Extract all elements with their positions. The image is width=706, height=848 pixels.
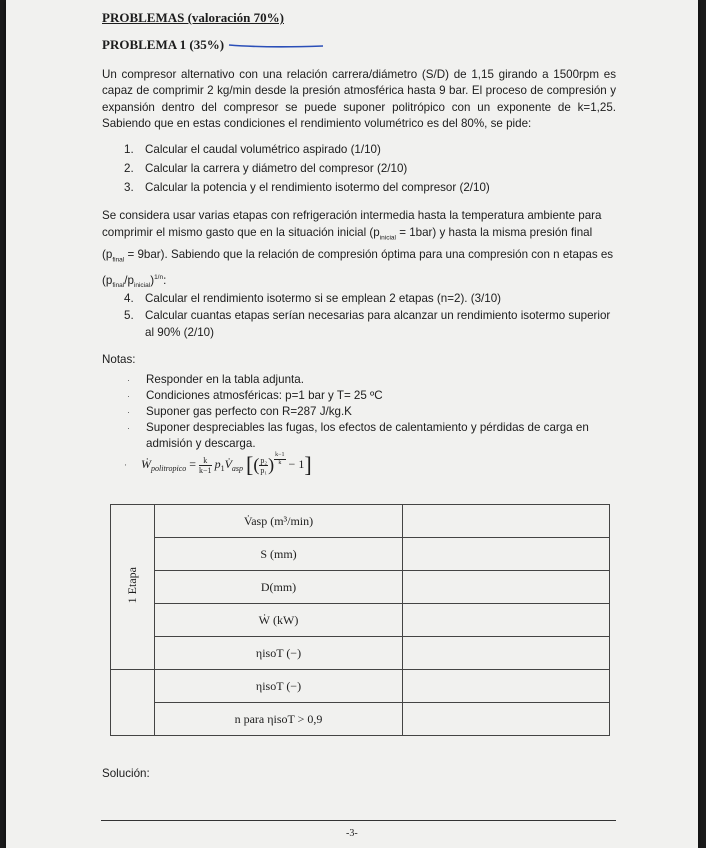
- row-label: ηisoT (−): [155, 637, 403, 670]
- question-list-b: [124, 290, 614, 341]
- answer-cell[interactable]: [403, 538, 610, 571]
- row-label: S (mm): [155, 538, 403, 571]
- list-item: · Suponer despreciables las fugas, los efectos de calentamiento y pérdidas de carga en admisión y descarga.: [127, 421, 589, 450]
- table-row: [111, 571, 610, 604]
- table-row: [111, 604, 610, 637]
- question-list-a: [124, 140, 490, 197]
- stages-paragraph: Se considera usar varias etapas con refrigeración intermedia hasta la temperatura ambiente para comprimir el mismo gasto que en la situación inicial $(p_{inicial} = 1bar)$ y hasta la misma presión final $(p_{final} = 9bar)$. Sabiendo que la relación de compresión óptima para una compresión con n etapas es $(p_{final}/p_{inicial})^{1/n}$:: [102, 209, 614, 289]
- row-label: ηisoT (−): [155, 670, 403, 703]
- list-item: · Responder en la tabla adjunta.: [127, 373, 304, 386]
- footer-rule: [101, 820, 616, 821]
- table-row: [111, 505, 610, 538]
- list-item: 5. Calcular cuantas etapas serían necesarias para alcanzar un rendimiento isotermo superior al 90% (2/10): [124, 309, 611, 339]
- page-number: -3-: [346, 828, 358, 839]
- empty-label-cell: [111, 670, 155, 736]
- row-label: D(mm): [155, 571, 403, 604]
- document-page: [6, 0, 698, 848]
- answer-table: [110, 504, 610, 736]
- table-row: [111, 670, 610, 703]
- answer-cell[interactable]: [403, 670, 610, 703]
- answer-cell[interactable]: [403, 637, 610, 670]
- polytropic-work-formula: · Ẇ$_{politropico}$ = $\frac{k}{k-1}$ $p_1V̇_{asp}$ [( $\frac{\text{p₂}}{\text{p₁}}$ ) $^{\frac{k-1}{k}}$ − 1]: [124, 452, 312, 477]
- answer-cell[interactable]: [403, 703, 610, 736]
- pen-underline: [227, 42, 327, 50]
- answer-cell[interactable]: [403, 604, 610, 637]
- answer-cell[interactable]: [403, 571, 610, 604]
- list-item: 4. Calcular el rendimiento isotermo si se emplean 2 etapas (n=2). (3/10): [124, 292, 502, 305]
- notes-heading: Notas:: [102, 353, 136, 366]
- section-heading: PROBLEMAS (valoración 70%): [102, 10, 284, 25]
- row-label: n para ηisoT > 0,9: [155, 703, 403, 736]
- list-item: · Suponer gas perfecto con R=287 J/kg.K: [127, 405, 352, 418]
- row-label: Ẇ (kW): [155, 604, 403, 637]
- solution-label: Solución:: [102, 767, 150, 780]
- row-label: V̇asp (m³/min): [155, 505, 403, 538]
- list-item: 1. Calcular el caudal volumétrico aspirado (1/10): [124, 143, 381, 156]
- problem-statement: Un compresor alternativo con una relación carrera/diámetro (S/D) de 1,15 girando a 1500rpm es capaz de comprimir 2 kg/min desde la presión atmosférica hasta 9 bar. El proceso de compresión y expansión dentro del compresor se puede suponer politrópico con un exponente de k=1,25. Sabiendo que en estas condiciones el rendimiento volumétrico es del 80%, se pide:: [102, 68, 616, 131]
- table-row: [111, 703, 610, 736]
- list-item: 2. Calcular la carrera y diámetro del compresor (2/10): [124, 162, 408, 175]
- problem-title: PROBLEMA 1 (35%): [102, 37, 225, 52]
- list-item: · Condiciones atmosféricas: p=1 bar y T= 25 ºC: [127, 389, 383, 402]
- answer-cell[interactable]: [403, 505, 610, 538]
- list-item: 3. Calcular la potencia y el rendimiento isotermo del compresor (2/10): [124, 181, 490, 194]
- notes-list: [124, 372, 619, 452]
- table-row: [111, 637, 610, 670]
- etapa-label-cell: 1 Etapa: [111, 505, 155, 670]
- table-row: [111, 538, 610, 571]
